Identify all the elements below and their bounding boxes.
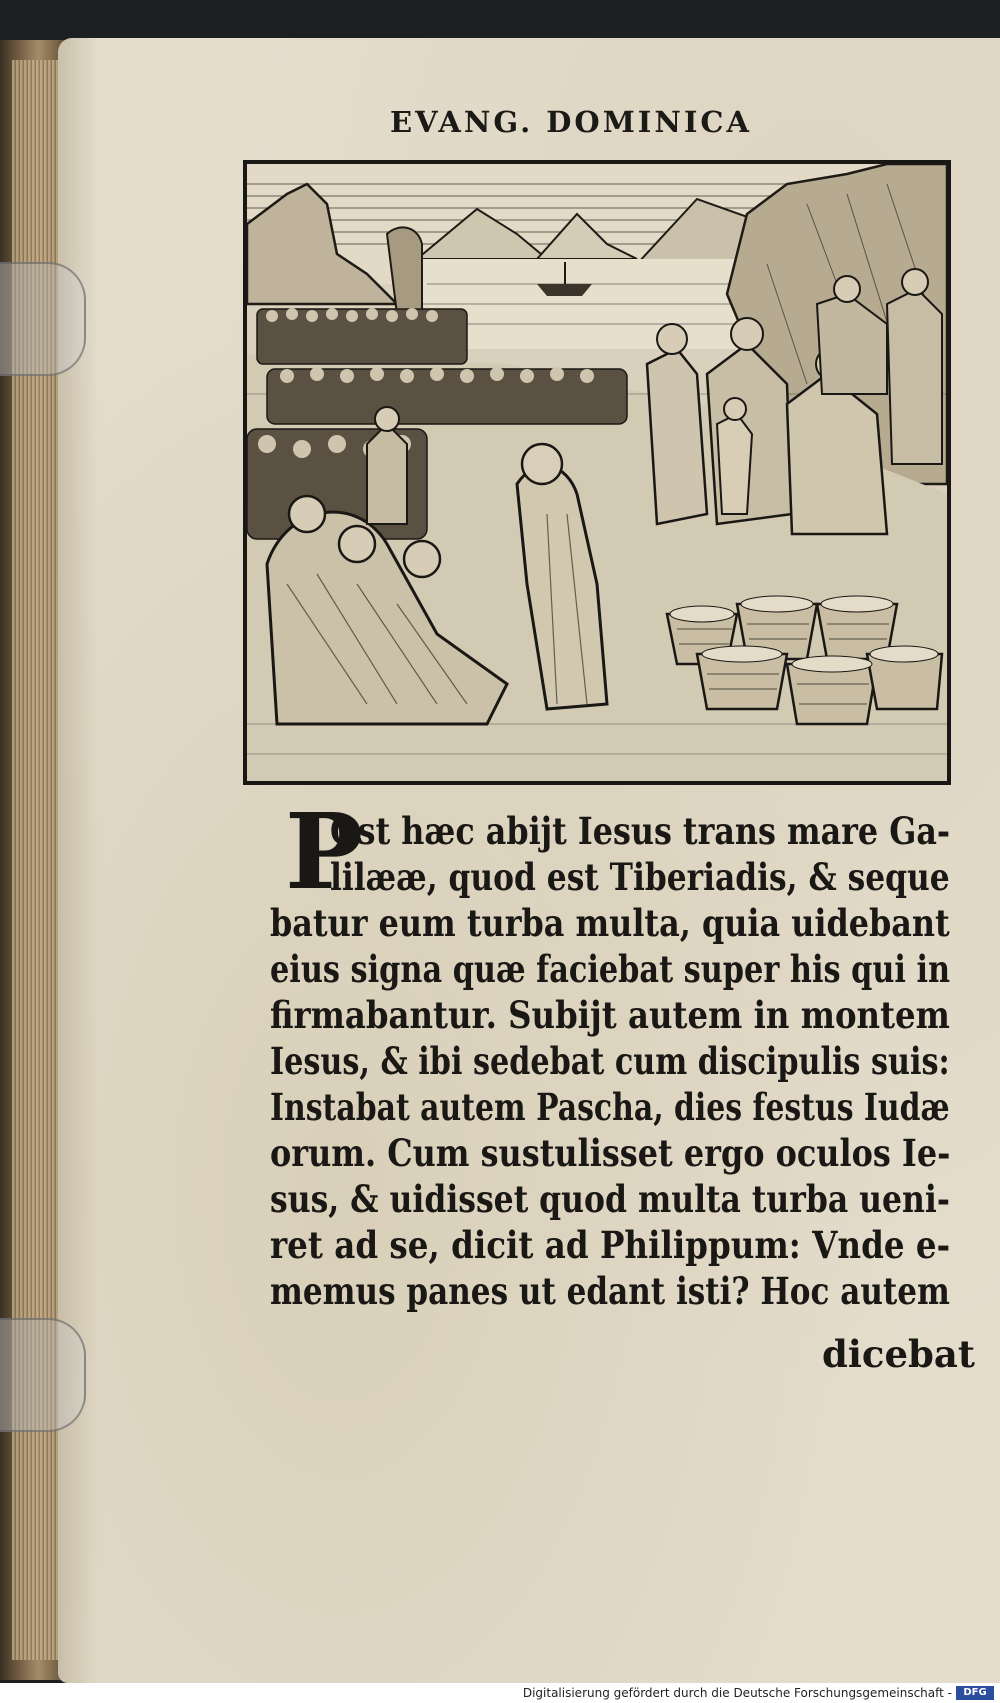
text-line: orum. Cum sustulisset ergo oculos Ie-	[270, 1131, 951, 1175]
text-line: lilææ, quod est Tiberiadis, & seque	[330, 855, 950, 899]
text-line: memus panes ut edant isti? Hoc autem	[270, 1269, 950, 1313]
text-line: firmabantur. Subijt autem in montem	[270, 993, 950, 1037]
text-line: Iesus, & ibi sedebat cum discipulis suis:	[270, 1039, 950, 1083]
text-line: Instabat autem Pascha, dies festus Iudæ	[270, 1085, 950, 1129]
catchword: dicebat	[822, 1332, 975, 1376]
footer-credit: Digitalisierung gefördert durch die Deutsche Forschungsgemeinschaft -	[522, 1686, 952, 1700]
text-line: sus, & uidisset quod multa turba ueni-	[270, 1177, 950, 1221]
page-clip-bottom	[0, 1318, 86, 1432]
running-head: EVANG. DOMINICA	[390, 105, 753, 139]
text-line: ret ad se, dicit ad Philippum: Vnde e-	[270, 1223, 951, 1267]
text-line: eius signa quæ faciebat super his qui in	[270, 947, 951, 991]
drop-cap: P	[285, 790, 364, 913]
woodcut-illustration	[243, 160, 951, 785]
page-clip-top	[0, 262, 86, 376]
woodcut-feeding-multitude-image	[247, 164, 947, 781]
text-line: batur eum turba multa, quia uidebant	[270, 901, 950, 945]
dfg-logo: DFG	[956, 1686, 994, 1700]
text-line: Ost hæc abijt Iesus trans mare Ga-	[330, 809, 951, 853]
